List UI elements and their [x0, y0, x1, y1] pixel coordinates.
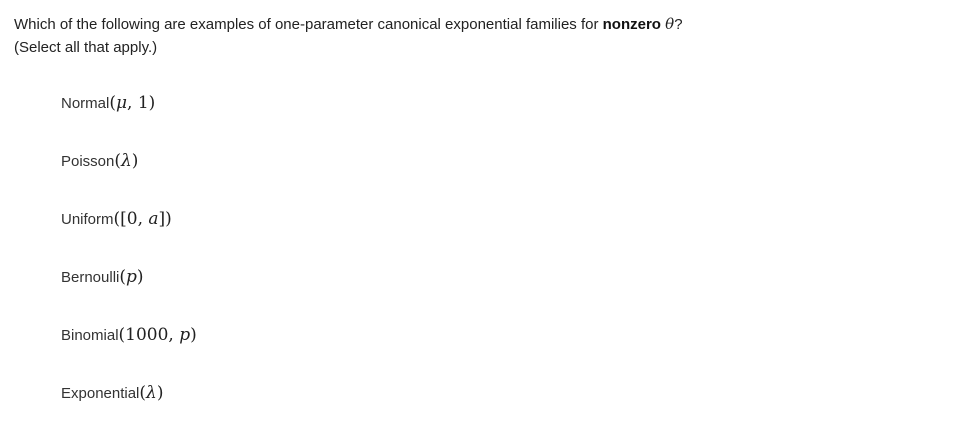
answer-options-list: [61, 90, 661, 438]
question-text-end: ?: [674, 16, 683, 33]
option-name: Binomial: [61, 327, 119, 344]
option-label[interactable]: [61, 322, 197, 349]
option-name: Uniform: [61, 211, 114, 228]
option-name: Poisson: [61, 153, 115, 170]
option-label[interactable]: [61, 264, 144, 291]
option-label[interactable]: [61, 206, 172, 233]
option-label[interactable]: [61, 90, 155, 117]
option-label[interactable]: [61, 148, 138, 175]
option-math: (1000, p): [118, 325, 197, 345]
option-name: Normal: [61, 95, 110, 112]
question-text: [14, 13, 964, 36]
option-label[interactable]: [61, 380, 163, 407]
option-name: Exponential: [61, 385, 140, 402]
question-prompt: [14, 13, 964, 59]
option-math: (λ): [139, 383, 164, 403]
option-math: (λ): [114, 151, 139, 171]
option-math: (p): [119, 267, 144, 287]
option-uniform[interactable]: [61, 206, 661, 264]
option-bernoulli[interactable]: [61, 264, 661, 322]
question-emphasis: nonzero: [602, 16, 661, 33]
option-normal[interactable]: [61, 90, 661, 148]
option-exponential[interactable]: [61, 380, 661, 438]
question-theta-symbol: θ: [665, 15, 675, 33]
option-binomial[interactable]: [61, 322, 661, 380]
option-name: Bernoulli: [61, 269, 120, 286]
option-math: ([0, a]): [113, 209, 172, 229]
option-math: (μ, 1): [109, 93, 156, 113]
option-poisson[interactable]: [61, 148, 661, 206]
question-instruction: (Select all that apply.): [14, 39, 158, 56]
question-text-lead: Which of the following are examples of one-parameter canonical exponential families for: [14, 16, 603, 33]
